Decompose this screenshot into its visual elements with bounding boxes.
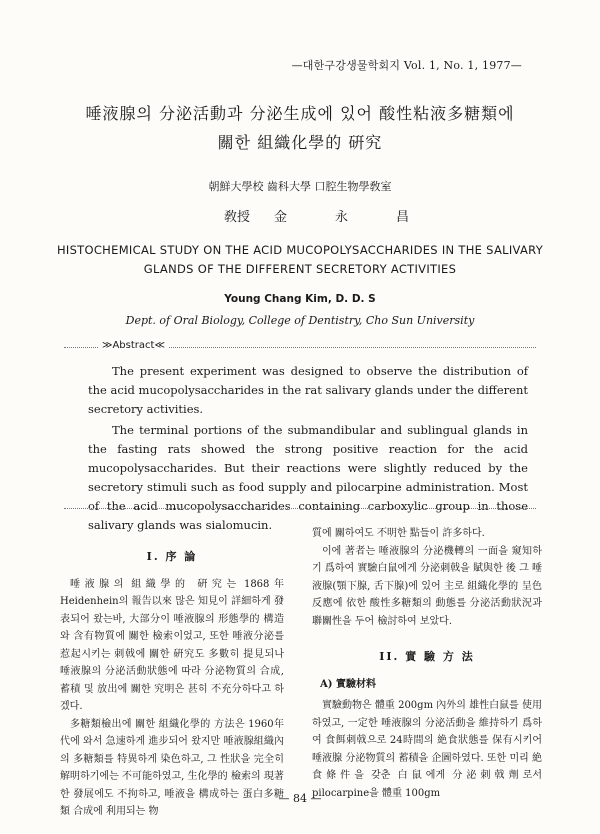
korean-author [218,206,409,225]
english-title-line2: GLANDS OF THE DIFFERENT SECRETORY ACTIVITIES [143,262,457,276]
author-name-1: 金 [274,210,288,225]
korean-title-line1: 唾液腺의 分泌活動과 分泌生成에 있어 酸性粘液多糖類에 [85,104,515,123]
body-paragraph: 實驗動物은 體重 200gm 內外의 雄性白鼠를 使用하였고, 一定한 唾液腺의 分泌活動을 維持하기 爲하여 食餌刺戟으로 24時間의 絶食狀態를 保有시키어 唾液腺 分泌物質의 蓄積을 企圖하였다. 또한 미리 絶食條件을 갖춘 白鼠에게 分泌刺戟劑로서 pilocarpine을 體重 100gm [312,700,542,799]
abstract-body [88,362,528,537]
body-paragraph: 唾液腺의 組織學的 硏究는 1868年 Heidenhein의 報告以來 많은 知見이 詳細하게 發表되어 왔는바, 大部分이 唾液腺의 形態學的 構造와 含有物質에 關한 檢索이었고, 또한 唾液分泌를 惹起시키는 刺戟에 關한 硏究도 多數히 提見되나 唾液腺의 分泌活動狀態에 따라 分泌物質의 合成, 蓄積 및 放出에 關한 究明은 甚히 不充分하다고 하겠다. [60,578,284,712]
abstract-end-divider [64,508,536,509]
korean-title-line2: 關한 組織化學的 硏究 [217,133,383,152]
abstract-label: ≫Abstract≪ [98,340,169,351]
abstract-paragraph: The terminal portions of the submandibular and sublingual glands in the fasting rats showed the strong positive reaction for the acid mucopolysaccharides. But their reactions were slightly reduced by the secretory stimuli such as food supply and pilocarpine administration. Most of the acid mucopolysaccharides containing carboxylic group in those salivary glands was sialomucin. [88,423,528,532]
english-title-line1: HISTOCHEMICAL STUDY ON THE ACID MUCOPOLYSACCHARIDES IN THE SALIVARY [56,243,544,257]
page-number: — 84 — [278,792,322,805]
section-heading-methods: II. 實 驗 方 法 [379,650,475,663]
journal-header: —대한구강생물학회지 Vol. 1, No. 1, 1977— [291,59,522,72]
left-column [60,540,284,821]
body-paragraph: 이에 著者는 唾液腺의 分泌機轉의 一面을 窺知하기 爲하여 實驗白鼠에게 分泌刺戟을 賦與한 後 그 唾液腺(顎下腺, 舌下腺)에 있어 主로 組織化學的 呈色反應에 依한 酸性多糖類의 動態를 分泌活動狀況과 聯關性을 두어 檢討하여 보았다. [312,545,542,627]
english-author: Young Chang Kim, D. D. S [224,293,376,305]
affiliation: 朝鮮大學校 齒科大學 口腔生物學敎室 [208,180,392,193]
section-heading-introduction: I. 序 論 [146,550,198,563]
right-column [312,525,542,802]
abstract-paragraph: The present experiment was designed to observe the distribution of the acid mucopolysaccharides in the rat salivary glands under the different secretory activities. [88,364,528,416]
author-rank: 敎授 [224,210,251,225]
body-paragraph: 多糖類檢出에 關한 組織化學的 方法은 1960年代에 와서 急速하게 進步되어 왔지만 唾液腺組織內의 多糖類를 特異하게 染色하고, 그 性狀을 完全히 解明하기에는 不可能하였고, 生化學的 檢索의 現著한 發展에도 不拘하고, 唾液을 構成하는 蛋白多糖類 合成에 利用되는 物 [60,718,284,817]
author-name-3: 昌 [396,210,410,225]
author-name-2: 永 [335,210,349,225]
department: Dept. of Oral Biology, College of Dentistry, Cho Sun University [125,314,475,327]
subsection-heading-materials: A) 實驗材料 [320,678,376,690]
body-paragraph: 質에 關하여도 不明한 點들이 許多하다. [312,528,485,539]
